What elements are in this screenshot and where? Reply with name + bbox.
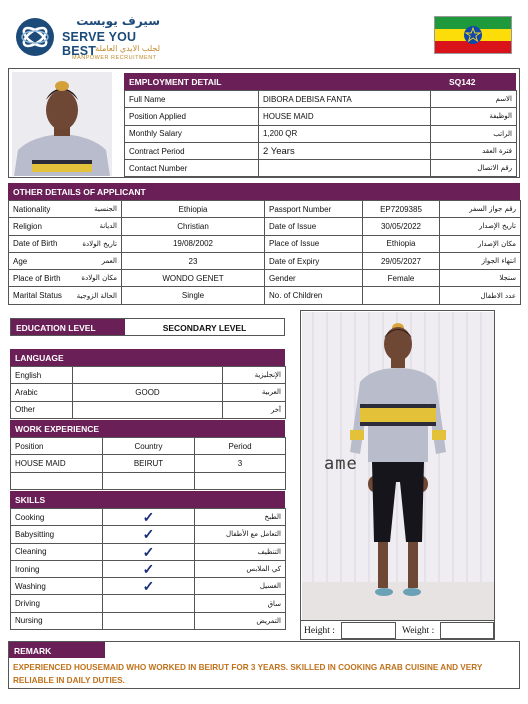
- work-column-header: Country: [103, 438, 195, 455]
- skill-check-cell: [103, 509, 195, 526]
- skills-header: [10, 491, 285, 508]
- employment-label: Contact Number: [125, 160, 259, 177]
- skills-section: [10, 491, 285, 630]
- employment-value: DIBORA DEBISA FANTA: [259, 91, 431, 108]
- skill-check-cell: [103, 578, 195, 595]
- skill-arabic-label: ساق: [195, 595, 286, 612]
- other-arabic-label: العمر: [66, 252, 122, 269]
- other-details-row: [9, 270, 521, 287]
- company-logo: [12, 14, 162, 62]
- other-label-2: Place of Issue: [265, 235, 363, 252]
- skill-row: [11, 526, 286, 543]
- other-value-2: [363, 287, 440, 304]
- other-details-row: [9, 252, 521, 269]
- language-value: [73, 367, 223, 384]
- employment-value: HOUSE MAID: [259, 108, 431, 125]
- work-cell: [195, 472, 286, 489]
- other-value-2: Female: [363, 270, 440, 287]
- employment-row: [125, 142, 517, 159]
- work-experience-table: [10, 437, 286, 490]
- other-label: Date of Birth: [9, 235, 66, 252]
- language-section: [10, 349, 285, 419]
- language-arabic-label: آخر: [223, 401, 286, 418]
- education-level-row: [10, 318, 285, 336]
- logo-arabic-name: سيرف يوبست: [76, 14, 160, 28]
- other-details-title: OTHER DETAILS OF APPLICANT: [13, 186, 146, 197]
- skill-arabic-label: التنظيف: [195, 543, 286, 560]
- skill-row: [11, 612, 286, 629]
- language-row: [11, 384, 286, 401]
- skills-table: [10, 508, 286, 630]
- other-value: Ethiopia: [122, 201, 265, 218]
- skill-row: [11, 543, 286, 560]
- logo-sub: MANPOWER RECRUITMENT: [72, 55, 157, 61]
- other-arabic-label-2: عدد الاطفال: [440, 287, 521, 304]
- other-value: 23: [122, 252, 265, 269]
- language-table: [10, 366, 286, 419]
- logo-emblem-icon: [12, 16, 58, 58]
- skill-arabic-label: الغسيل: [195, 578, 286, 595]
- skill-row: [11, 578, 286, 595]
- skill-label: Ironing: [11, 560, 103, 577]
- other-label-2: No. of Children: [265, 287, 363, 304]
- height-value: [341, 622, 396, 639]
- language-row: [11, 367, 286, 384]
- other-value: WONDO GENET: [122, 270, 265, 287]
- other-value: Single: [122, 287, 265, 304]
- skill-check-cell: [103, 595, 195, 612]
- checkmark-icon: ✓: [142, 543, 155, 560]
- work-cell: HOUSE MAID: [11, 455, 103, 472]
- other-details-row: [9, 218, 521, 235]
- other-details-table: [8, 200, 521, 305]
- skill-label: Washing: [11, 578, 103, 595]
- work-cell: [11, 472, 103, 489]
- employment-detail-title: EMPLOYMENT DETAIL: [129, 76, 222, 87]
- skill-label: Babysitting: [11, 526, 103, 543]
- work-experience-header-row: [11, 438, 286, 455]
- other-details-row: [9, 235, 521, 252]
- work-cell: 3: [195, 455, 286, 472]
- other-arabic-label-2: سنجلا: [440, 270, 521, 287]
- skill-row: [11, 560, 286, 577]
- work-experience-section: [10, 420, 285, 490]
- weight-label: Weight :: [402, 626, 435, 636]
- employment-detail-table: [124, 90, 517, 177]
- skill-label: Cooking: [11, 509, 103, 526]
- skill-arabic-label: التعامل مع الأطفال: [195, 526, 286, 543]
- language-value: [73, 401, 223, 418]
- language-label: Arabic: [11, 384, 73, 401]
- work-experience-row: [11, 472, 286, 489]
- work-cell: [103, 472, 195, 489]
- work-column-header: Period: [195, 438, 286, 455]
- other-arabic-label-2: مكان الإصدار: [440, 235, 521, 252]
- employment-row: [125, 160, 517, 177]
- other-arabic-label: الجنسية: [66, 201, 122, 218]
- checkmark-icon: ✓: [142, 561, 155, 578]
- other-label-2: Gender: [265, 270, 363, 287]
- reference-number: SQ142: [449, 76, 476, 87]
- skill-row: [11, 509, 286, 526]
- skill-check-cell: [103, 543, 195, 560]
- employment-value: 1,200 QR: [259, 125, 431, 142]
- other-arabic-label: الحالة الزوجية: [66, 287, 122, 304]
- other-value: 19/08/2002: [122, 235, 265, 252]
- employment-arabic-label: الراتب: [431, 125, 517, 142]
- other-details-row: [9, 201, 521, 218]
- other-value-2: 29/05/2027: [363, 252, 440, 269]
- full-body-photo: [302, 312, 494, 620]
- full-body-photo-frame: [300, 310, 495, 640]
- other-label: Nationality: [9, 201, 66, 218]
- other-arabic-label-2: رقم جواز السفر: [440, 201, 521, 218]
- other-label-2: Date of Issue: [265, 218, 363, 235]
- skill-arabic-label: الطبخ: [195, 509, 286, 526]
- language-arabic-label: الإنجليزية: [223, 367, 286, 384]
- skills-title: SKILLS: [15, 494, 46, 505]
- skill-label: Cleaning: [11, 543, 103, 560]
- work-cell: BEIRUT: [103, 455, 195, 472]
- language-row: [11, 401, 286, 418]
- logo-english-name: SERVE YOU BEST: [62, 30, 137, 58]
- education-level-label: EDUCATION LEVEL: [11, 319, 125, 335]
- other-arabic-label-2: تاريخ الإصدار: [440, 218, 521, 235]
- remark-text: EXPERIENCED HOUSEMAID WHO WORKED IN BEIRUT FOR 3 YEARS. SKILLED IN COOKING ARAB CUISINE AND VERY RELIABLE IN DAILY DUTIES.: [13, 663, 483, 685]
- skill-row: [11, 595, 286, 612]
- work-experience-title: WORK EXPERIENCE: [15, 423, 100, 434]
- other-value-2: 30/05/2022: [363, 218, 440, 235]
- skill-arabic-label: كي الملابس: [195, 560, 286, 577]
- employment-row: [125, 125, 517, 142]
- work-column-header: Position: [11, 438, 103, 455]
- checkmark-icon: ✓: [142, 578, 155, 595]
- employment-label: Full Name: [125, 91, 259, 108]
- other-value-2: EP7209385: [363, 201, 440, 218]
- other-label: Age: [9, 252, 66, 269]
- skill-check-cell: [103, 526, 195, 543]
- language-arabic-label: العربية: [223, 384, 286, 401]
- other-value: Christian: [122, 218, 265, 235]
- work-experience-header: [10, 420, 285, 437]
- skill-label: Nursing: [11, 612, 103, 629]
- language-label: English: [11, 367, 73, 384]
- other-details-section: [8, 183, 520, 305]
- other-label-2: Passport Number: [265, 201, 363, 218]
- skill-label: Driving: [11, 595, 103, 612]
- work-experience-row: [11, 455, 286, 472]
- headshot-image: [12, 72, 112, 176]
- employment-arabic-label: فترة العقد: [431, 142, 517, 159]
- other-details-header: [8, 183, 520, 200]
- language-title: LANGUAGE: [15, 352, 64, 363]
- flag-icon: [435, 17, 511, 53]
- language-label: Other: [11, 401, 73, 418]
- other-label: Marital Status: [9, 287, 66, 304]
- skill-check-cell: [103, 560, 195, 577]
- photo-watermark: ame: [324, 454, 358, 474]
- remark-section: [8, 641, 520, 689]
- remark-header: REMARK: [9, 642, 105, 658]
- other-value-2: Ethiopia: [363, 235, 440, 252]
- other-label: Place of Birth: [9, 270, 66, 287]
- weight-value: [440, 622, 494, 639]
- other-details-row: [9, 287, 521, 304]
- other-label-2: Date of Expiry: [265, 252, 363, 269]
- employment-label: Position Applied: [125, 108, 259, 125]
- employment-value: [259, 160, 431, 177]
- employment-arabic-label: رقم الاتصال: [431, 160, 517, 177]
- employment-label: Monthly Salary: [125, 125, 259, 142]
- employment-value: 2 Years: [259, 142, 431, 159]
- height-weight-row: [301, 620, 494, 640]
- skill-arabic-label: التمريض: [195, 612, 286, 629]
- skill-check-cell: [103, 612, 195, 629]
- employment-detail-header: [124, 73, 516, 90]
- language-header: [10, 349, 285, 366]
- other-arabic-label-2: انتهاء الجواز: [440, 252, 521, 269]
- logo-arabic-sub: لجلب الايدي العاملة: [95, 44, 160, 53]
- education-level-value: SECONDARY LEVEL: [162, 323, 247, 333]
- applicant-headshot: [12, 72, 112, 176]
- other-label: Religion: [9, 218, 66, 235]
- other-arabic-label: الديانة: [66, 218, 122, 235]
- language-value: GOOD: [73, 384, 223, 401]
- employment-arabic-label: الاسم: [431, 91, 517, 108]
- other-arabic-label: مكان الولادة: [66, 270, 122, 287]
- ethiopia-flag: [434, 16, 512, 54]
- employment-row: [125, 91, 517, 108]
- employment-detail-section: [124, 73, 516, 177]
- employment-row: [125, 108, 517, 125]
- checkmark-icon: ✓: [142, 526, 155, 543]
- other-arabic-label: تاريخ الولادة: [66, 235, 122, 252]
- height-label: Height :: [304, 626, 335, 636]
- employment-label: Contract Period: [125, 142, 259, 159]
- checkmark-icon: ✓: [142, 509, 155, 526]
- employment-arabic-label: الوظيفة: [431, 108, 517, 125]
